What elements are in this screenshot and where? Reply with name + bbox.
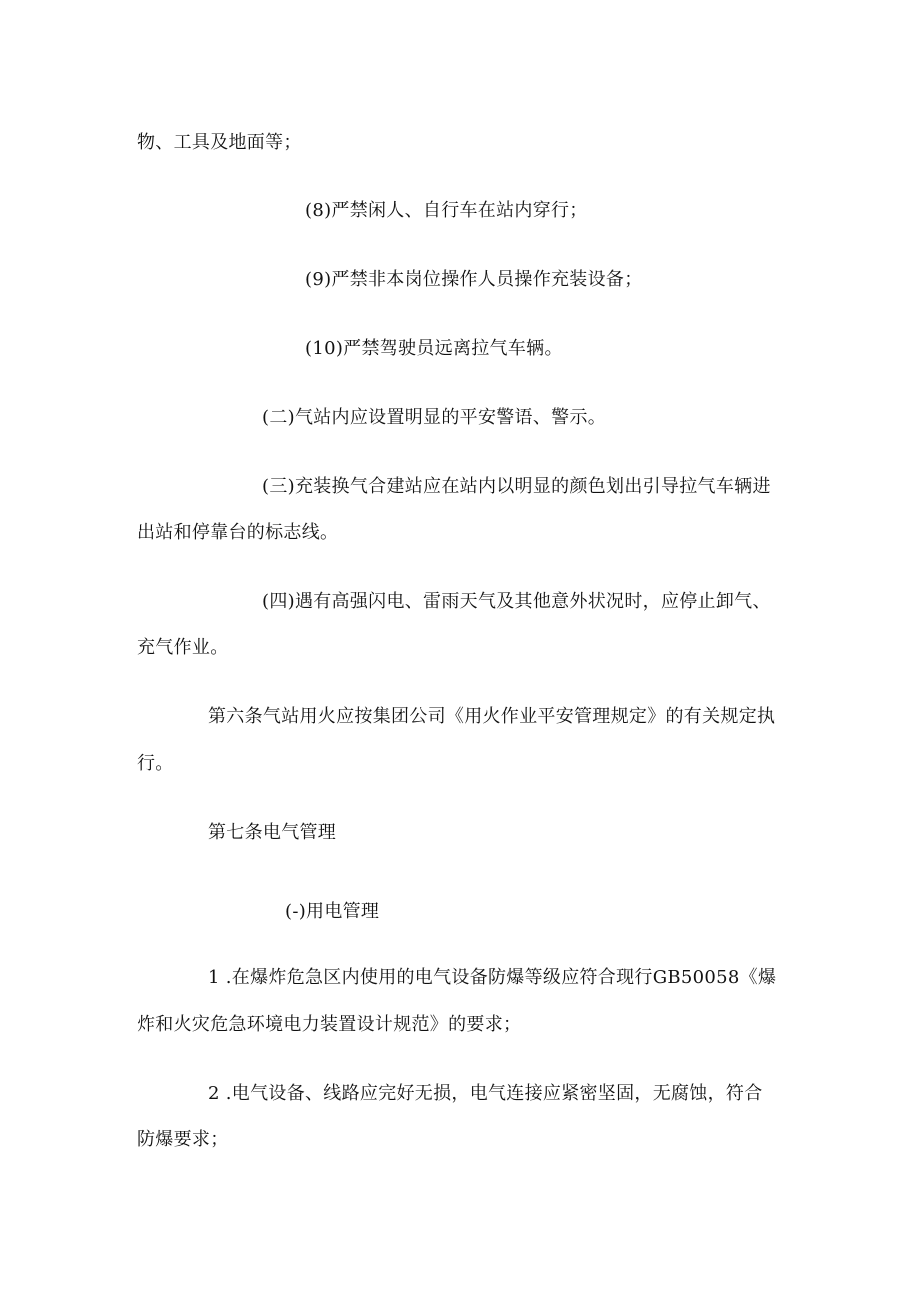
text-line: 出站和停靠台的标志线。 xyxy=(137,522,339,543)
text-line: 充气作业。 xyxy=(137,637,229,658)
text-line: 物、工具及地面等； xyxy=(137,132,302,153)
text-line: 1 .在爆炸危急区内使用的电气设备防爆等级应符合现行GB50058《爆 xyxy=(208,967,777,988)
text-line: 防爆要求； xyxy=(137,1129,229,1150)
text-line: (四)遇有高强闪电、雷雨天气及其他意外状况时，应停止卸气、 xyxy=(262,591,771,612)
text-line: 炸和火灾危急环境电力装置设计规范》的要求； xyxy=(137,1014,522,1035)
text-line: 行。 xyxy=(137,753,174,774)
text-line: (10)严禁驾驶员远离拉气车辆。 xyxy=(305,338,563,359)
text-line: (三)充装换气合建站应在站内以明显的颜色划出引导拉气车辆进 xyxy=(262,476,771,497)
text-line: 第七条电气管理 xyxy=(208,822,337,843)
text-line: 2 .电气设备、线路应完好无损，电气连接应紧密坚固，无腐蚀，符合 xyxy=(208,1083,763,1104)
text-line: (-)用电管理 xyxy=(285,901,380,922)
text-line: (8)严禁闲人、自行车在站内穿行； xyxy=(305,200,588,221)
text-line: 第六条气站用火应按集团公司《用火作业平安管理规定》的有关规定执 xyxy=(208,706,776,727)
text-line: (9)严禁非本岗位操作人员操作充装设备； xyxy=(305,269,643,290)
text-line: (二)气站内应设置明显的平安警语、警示。 xyxy=(262,407,607,428)
